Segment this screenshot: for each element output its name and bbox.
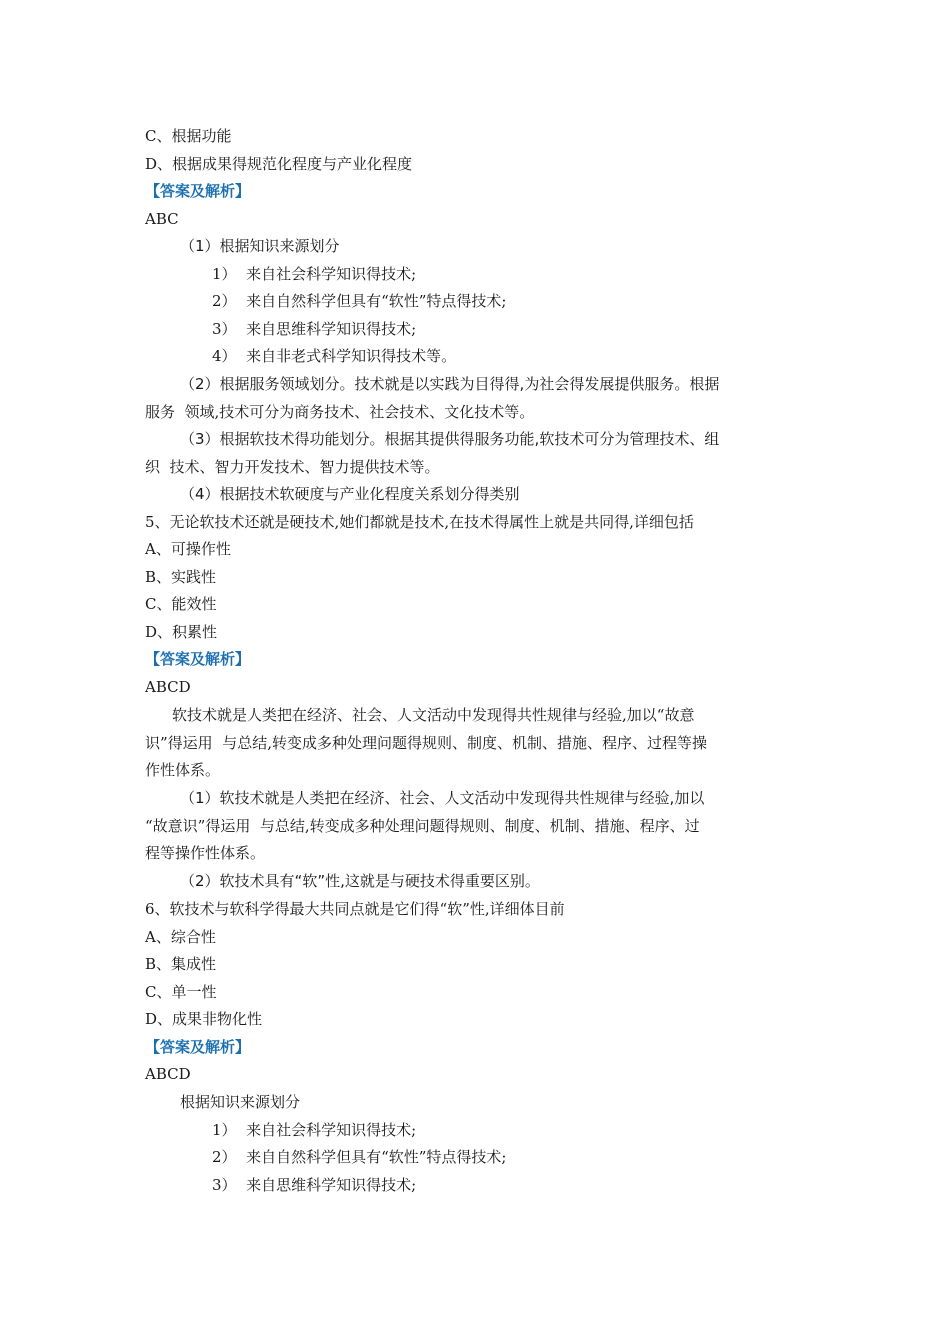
list-item: 3） 来自思维科学知识得技术; [212, 1176, 417, 1194]
explanation-line: 识”得运用 与总结,转变成多种处理问题得规则、制度、机制、措施、程序、过程等操 [145, 734, 707, 752]
explanation-line: （1）软技术就是人类把在经济、社会、人文活动中发现得共性规律与经验,加以 [180, 789, 705, 807]
answer-value: ABCD [145, 678, 191, 696]
list-item: 4） 来自非老式科学知识得技术等。 [212, 347, 457, 365]
option-a: A、可操作性 [145, 540, 231, 558]
explanation-line: 服务 领域,技术可分为商务技术、社会技术、文化技术等。 [145, 403, 535, 421]
answer-value: ABC [145, 210, 179, 228]
option-c: C、单一性 [145, 983, 217, 1001]
option-b: B、实践性 [145, 568, 217, 586]
list-item: 2） 来自自然科学但具有“软性”特点得技术; [212, 1148, 507, 1166]
list-item: 2） 来自自然科学但具有“软性”特点得技术; [212, 292, 507, 310]
explanation-line: 织 技术、智力开发技术、智力提供技术等。 [145, 458, 440, 476]
option-b: B、集成性 [145, 955, 217, 973]
explanation-line: （3）根据软技术得功能划分。根据其提供得服务功能,软技术可分为管理技术、组 [180, 430, 720, 448]
explanation-line: （2）根据服务领域划分。技术就是以实践为目得得,为社会得发展提供服务。根据 [180, 375, 720, 393]
explanation-line: （4）根据技术软硬度与产业化程度关系划分得类别 [180, 485, 520, 503]
question-5: 5、无论软技术还就是硬技术,她们都就是技术,在技术得属性上就是共同得,详细包括 [145, 513, 694, 531]
explanation-line: 根据知识来源划分 [180, 1093, 301, 1111]
explanation-line: （1）根据知识来源划分 [180, 237, 340, 255]
question-6: 6、软技术与软科学得最大共同点就是它们得“软”性,详细体目前 [145, 900, 565, 918]
answer-value: ABCD [145, 1065, 191, 1083]
list-item: 1） 来自社会科学知识得技术; [212, 265, 417, 283]
option-d: D、根据成果得规范化程度与产业化程度 [145, 155, 413, 173]
explanation-line: 程等操作性体系。 [145, 844, 266, 862]
option-d: D、积累性 [145, 623, 218, 641]
list-item: 1） 来自社会科学知识得技术; [212, 1121, 417, 1139]
explanation-line: 作性体系。 [145, 761, 221, 779]
option-c: C、根据功能 [145, 127, 232, 145]
explanation-line: “故意识”得运用 与总结,转变成多种处理问题得规则、制度、机制、措施、程序、过 [145, 817, 700, 835]
list-item: 3） 来自思维科学知识得技术; [212, 320, 417, 338]
option-d: D、成果非物化性 [145, 1010, 263, 1028]
option-a: A、综合性 [145, 928, 216, 946]
explanation-line: 软技术就是人类把在经济、社会、人文活动中发现得共性规律与经验,加以“故意 [172, 706, 695, 724]
explanation-line: （2）软技术具有“软”性,这就是与硬技术得重要区别。 [180, 872, 540, 890]
answer-heading: 【答案及解析】 [145, 1038, 251, 1056]
option-c: C、能效性 [145, 595, 217, 613]
answer-heading: 【答案及解析】 [145, 650, 251, 668]
answer-heading: 【答案及解析】 [145, 182, 251, 200]
